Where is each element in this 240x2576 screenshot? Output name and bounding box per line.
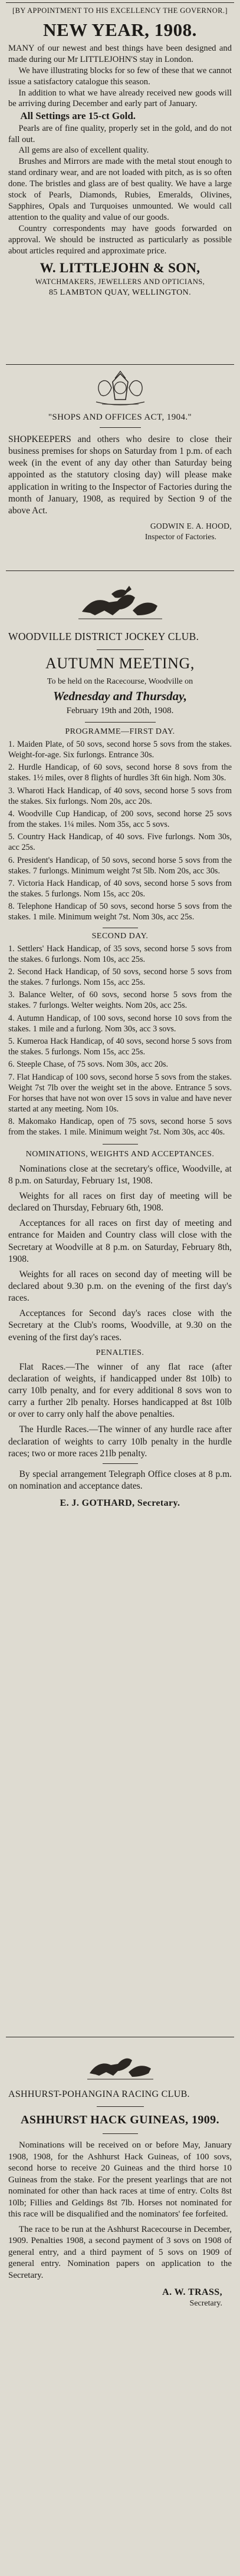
secretary-signature: E. J. GOTHARD, Secretary. (60, 1498, 180, 1509)
headline: NEW YEAR, 1908. (43, 19, 197, 40)
divider (0, 569, 240, 573)
club-name: ASHHURST-POHANGINA RACING CLUB. (8, 2089, 190, 2099)
race-entry: 2. Hurdle Handicap, of 60 sovs, second horse 8 sovs from the stakes. 1½ miles, over 8 flights of hurdles 3ft 6in high. Nom 30s. (8, 763, 232, 783)
act-title: "SHOPS AND OFFICES ACT, 1904." (48, 413, 192, 422)
nominations-paragraph: Acceptances for Second day's races close with the Secretary at the Club's rooms, Woodville, at 9.30 on the evening of the first day's races. (8, 1308, 232, 1343)
race-entry: 5. Kumeroa Hack Handicap, of 40 sovs, second horse 5 sovs from the stakes. 5 furlongs. Nom 15s, acc 25s. (8, 1037, 232, 1057)
race-entry: 6. President's Handicap, of 50 sovs, second horse 5 sovs from the stakes. 7 furlongs. Minimum weight 7st 5lb. Nom 20s, acc 30s. (8, 855, 232, 876)
race-entry: 5. Country Hack Handicap, of 40 sovs. Five furlongs. Nom 30s, acc 25s. (8, 832, 232, 853)
race-entry: 1. Maiden Plate, of 50 sovs, second horse 5 sovs from the stakes. Weight-for-age. Six furlongs. Entrance 30s. (8, 739, 232, 760)
firm-trade: WATCHMAKERS, JEWELLERS AND OPTICIANS, (35, 278, 205, 286)
penalties-paragraph: The Hurdle Races.—The winner of any hurdle race after declaration of weights to carry 10lb penalty in the hurdle races; two or more races 21lb penalty. (8, 1424, 232, 1459)
penalties-heading: PENALTIES. (96, 1348, 144, 1357)
short-rule (103, 2133, 138, 2134)
body-paragraph-6: All gems are also of excellent quality. (18, 146, 149, 156)
race-entry: 2. Second Hack Handicap, of 50 sovs, second horse 5 sovs from the stakes. 7 furlongs. Nom 15s, acc 25s. (8, 967, 232, 988)
short-rule (100, 427, 141, 428)
race-entry: 6. Steeple Chase, of 75 sovs. Nom 30s, acc 20s. (8, 1060, 169, 1070)
woodville-advertisement (0, 574, 240, 2034)
body-paragraph-8: Country correspondents may have goods forwarded on approval. We should be instructed as particularly as possible about articles required and approximate price. (8, 224, 232, 256)
secretary-role: Secretary. (189, 2299, 222, 2308)
nominations-paragraph: Nominations close at the secretary's office, Woodville, at 8 p.m. on Saturday, February 1st, 1908. (8, 1163, 232, 1186)
race-entry: 7. Flat Handicap of 100 sovs, second horse 5 sovs from the stakes. Weight 7st 7lb over the weight set in the above. Entrance 5 sovs. For horses that have not won over 15 sovs in value and have never started at any meeting. Nom 10s. (8, 1072, 232, 1114)
meeting-dates: February 19th and 20th, 1908. (66, 705, 174, 715)
race-conditions: Nominations will be received on or before May, January 1908, 1908, for the Ashhurst Hack Guineas, of 100 sovs, second horse to receive 20 Guineas and the third horse 10 Guineas from the stake. For the present yearlings that are not nominated for other than hack races at time of entry. Colts 8st 10lb; Fillies and Geldings 8st 7lb. Horses not nominated for this race will be disqualified and the nominators' fee forfeited. (8, 2140, 232, 2219)
penalties-paragraph: Flat Races.—The winner of any flat race (after declaration of weights, if handicapped under 8st 10lb) to carry 10lb penalty, and for every additional 8 sovs won to carry a further 2lb penalty. Horses handicapped at 8st 10lb or over to carry only half the above penalties. (8, 1361, 232, 1420)
race-entry: 8. Makomako Handicap, open of 75 sovs, second horse 5 sovs from the stakes. 1 mile. Minimum weight 7st. Nom 30s, acc 40s. (8, 1117, 232, 1137)
race-entry: 1. Settlers' Hack Handicap, of 35 sovs, second horse 5 sovs from the stakes. 6 furlongs. Nom 10s, acc 25s. (8, 944, 232, 964)
first-day-heading: PROGRAMME—FIRST DAY. (65, 727, 175, 736)
race-entry: 3. Wharoti Hack Handicap, of 40 sovs, second horse 5 sovs from the stakes. Six furlongs. Nom 20s, acc 20s. (8, 786, 232, 806)
shops-act-notice (0, 368, 240, 568)
telegraph-notice: By special arrangement Telegraph Office closes at 8 p.m. on nomination and acceptance dates. (8, 1469, 232, 1491)
secretary-name: A. W. TRASS, (162, 2287, 222, 2297)
act-signature: GODWIN E. A. HOOD, (150, 521, 232, 530)
nominations-heading: NOMINATIONS, WEIGHTS AND ACCEPTANCES. (25, 1149, 215, 1159)
body-paragraph-3: In addition to what we have already received new goods will be arriving during December and early part of January. (8, 88, 232, 109)
race-entry: 7. Victoria Hack Handicap, of 40 sovs, second horse 5 sovs from the stakes. 5 furlongs. Nom 15s, acc 20s. (8, 878, 232, 899)
racehorses-illustration-icon (0, 2043, 240, 2084)
firm-address: 85 LAMBTON QUAY, WELLINGTON. (48, 288, 192, 298)
gold-setting-note: All Settings are 15-ct Gold. (20, 110, 136, 122)
race-conditions: The race to be run at the Ashhurst Racecourse in December, 1909. Penalties 1908, a second payment of 3 sovs on 1908 of general entry, and a third payment of 5 sovs on 1909 of general entry. Nomination papers on application to the Secretary. (8, 2224, 232, 2280)
act-body: SHOPKEEPERS and others who desire to close their business premises for shops on Saturday from 1 p.m. of each week (in the event of any day other than Saturday being appointed as the statutory closing day) will please make application in writing to the Inspector of Factories during the month of January, 1908, as required by Section 9 of the above Act. (8, 434, 232, 516)
race-entry: 8. Telephone Handicap of 50 sovs, second horse 5 sovs from the stakes. 1 mile. Minimum weight 7st. Nom 30s, acc 25s. (8, 902, 232, 922)
warrant-line: [BY APPOINTMENT TO HIS EXCELLENCY THE GOVERNOR.] (12, 6, 228, 15)
royal-crest-icon (0, 370, 240, 409)
nominations-paragraph: Weights for all races on first day of meeting will be declared on Thursday, February 6th, 1908. (8, 1191, 232, 1213)
meeting-days: Wednesday and Thursday, (53, 688, 187, 703)
short-rule (103, 1463, 138, 1464)
act-role: Inspector of Factories. (144, 532, 216, 541)
racehorses-illustration-icon (0, 576, 240, 626)
nominations-paragraph: Acceptances for all races on first day of meeting and entrance for Maiden and Country class will close with the Secretary at Woodville at 8 p.m. on Saturday, February 8th, 1908. (8, 1218, 232, 1264)
divider (0, 363, 240, 367)
race-title: ASHHURST HACK GUINEAS, 1909. (20, 2113, 219, 2126)
short-rule (97, 2106, 144, 2107)
littlejohn-advertisement (0, 1, 240, 362)
short-rule (85, 722, 156, 723)
race-entry: 3. Balance Welter, of 60 sovs, second horse 5 sovs from the stakes. 7 furlongs. Welter weights. Nom 20s, acc 25s. (8, 990, 232, 1011)
meeting-title: AUTUMN MEETING, (45, 654, 195, 672)
divider (0, 2036, 240, 2039)
top-rule (6, 2, 234, 3)
race-entry: 4. Woodville Cup Handicap, of 200 sovs, second horse 25 sovs from the stakes. 1¼ miles. Nom 35s, acc 5 sovs. (8, 809, 232, 830)
body-paragraph-2: We have illustrating blocks for so few of these that we cannot issue a satisfactory catalogue this season. (8, 65, 232, 87)
second-day-heading: SECOND DAY. (91, 931, 149, 941)
race-entry: 4. Autumn Handicap, of 100 sovs, second horse 10 sovs from the stakes. 1 mile and a furlong. Nom 30s, acc 3 sovs. (8, 1013, 232, 1034)
ashhurst-advertisement (0, 2040, 240, 2574)
club-name: WOODVILLE DISTRICT JOCKEY CLUB. (8, 631, 199, 642)
body-paragraph-7: Brushes and Mirrors are made with the metal stout enough to stand ordinary wear, and are not loaded with pitch, as is so often done. The bristles and glass are of best quality. We have a large stock of Pearls, Diamonds, Rubies, Emeralds, Olivines, Sapphires, Opals and Turquoises unmounted. We would call attention to the quality and value of our goods. (8, 157, 232, 223)
body-paragraph-1: MANY of our newest and best things have been designed and made during our Mr LITTLEJOHN'S stay in London. (8, 43, 232, 64)
firm-name: W. LITTLEJOHN & SON, (40, 260, 200, 276)
body-paragraph-5: Pearls are of fine quality, properly set in the gold, and do not fall out. (8, 123, 232, 144)
nominations-paragraph: Weights for all races on second day of meeting will be declared about 9.30 p.m. on the evening of the first day's races. (8, 1269, 232, 1304)
meeting-venue: To be held on the Racecourse, Woodville on (47, 677, 193, 686)
short-rule (97, 649, 144, 650)
